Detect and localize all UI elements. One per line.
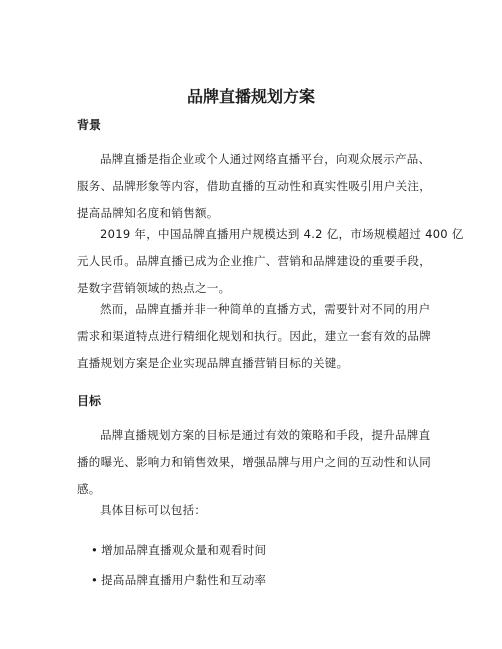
paragraph-line: 然而，品牌直播并非一种简单的直播方式，需要针对不同的用户 bbox=[100, 302, 431, 316]
document-title: 品牌直播规划方案 bbox=[186, 87, 315, 106]
paragraph-line: 具体目标可以包括： bbox=[100, 503, 207, 517]
section-heading-goals: 目标 bbox=[77, 394, 102, 408]
background-paragraph-1 bbox=[77, 146, 431, 227]
list-item-text: 增加品牌直播观众量和观看时间 bbox=[101, 543, 267, 557]
paragraph-line: 需求和渠道特点进行精细化规划和执行。因此，建立一套有效的品牌 bbox=[77, 329, 431, 343]
list-item bbox=[91, 542, 266, 558]
paragraph-line: 品牌直播是指企业或个人通过网络直播平台，向观众展示产品、 bbox=[100, 152, 431, 166]
bullet-icon: • bbox=[91, 573, 99, 587]
background-paragraph-2 bbox=[77, 221, 464, 302]
paragraph-line: 提高品牌知名度和销售额。 bbox=[77, 206, 219, 220]
goals-paragraph-2 bbox=[77, 497, 427, 524]
section-heading-background: 背景 bbox=[77, 118, 102, 132]
list-item-text: 提高品牌直播用户黏性和互动率 bbox=[101, 573, 267, 587]
paragraph-line: 元人民币。品牌直播已成为企业推广、营销和品牌建设的重要手段， bbox=[77, 254, 431, 268]
paragraph-line: 感。 bbox=[77, 482, 101, 496]
paragraph-line: 直播规划方案是企业实现品牌直播营销目标的关键。 bbox=[77, 356, 349, 370]
paragraph-line: 服务、品牌形象等内容，借助直播的互动性和真实性吸引用户关注， bbox=[77, 179, 431, 193]
bullet-icon: • bbox=[91, 543, 99, 557]
goals-paragraph-1 bbox=[77, 422, 431, 503]
paragraph-line: 2019 年，中国品牌直播用户规模达到 4.2 亿，市场规模超过 400 亿 bbox=[100, 227, 464, 241]
paragraph-line: 是数字营销领域的热点之一。 bbox=[77, 281, 231, 295]
list-item bbox=[91, 572, 266, 588]
background-paragraph-3 bbox=[77, 296, 431, 377]
paragraph-line: 播的曝光、影响力和销售效果，增强品牌与用户之间的互动性和认同 bbox=[77, 455, 431, 469]
paragraph-line: 品牌直播规划方案的目标是通过有效的策略和手段，提升品牌直 bbox=[100, 428, 431, 442]
